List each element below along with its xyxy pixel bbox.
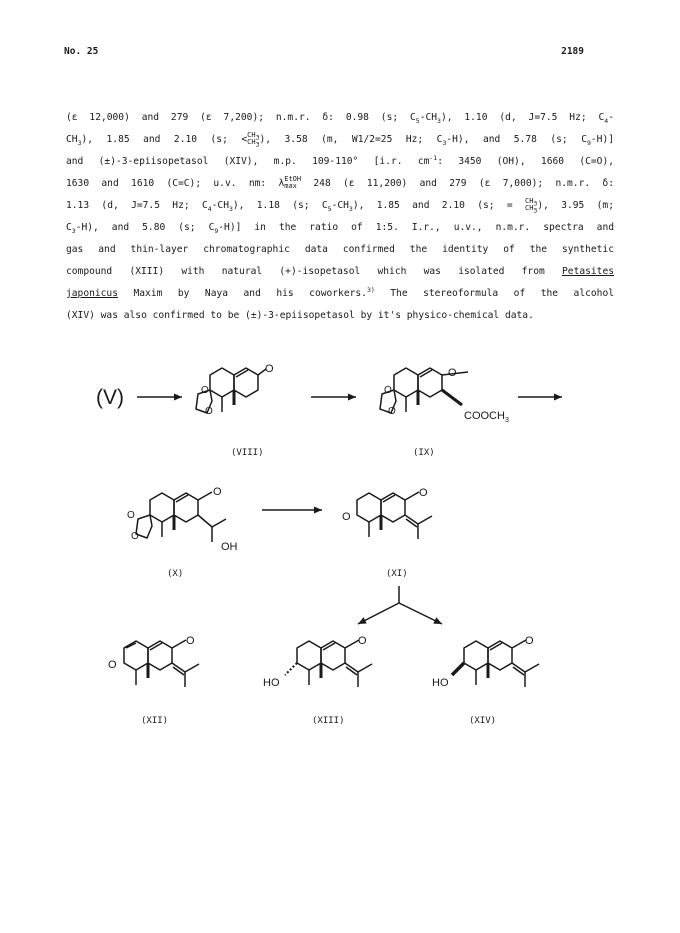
- VIII-ketone-o: O: [265, 363, 274, 375]
- XII-c3-o: O: [108, 659, 117, 671]
- X-ketal-o1: O: [127, 510, 135, 521]
- label-IX: (IX): [413, 448, 435, 458]
- branch-left-arrow: [358, 603, 399, 624]
- text-line-10: (XIV) was also confirmed to be (±)-3-epiisopetasol by it's physico-chemical data.: [66, 310, 534, 321]
- page-number: 2189: [561, 46, 584, 57]
- IX-ketal-o2: O: [388, 406, 396, 417]
- XIV-hydroxyl: HO: [432, 677, 449, 689]
- structure-XI: [357, 492, 432, 539]
- text-line-9: japonicus Maxim by Naya and his coworkers.$^{3)}$ The stereoformula of the alcohol: [66, 285, 614, 299]
- XI-c3-o: O: [342, 511, 351, 523]
- text-line-5: 1.13 (d, J=7.5 Hz; $C_4-CH_3$), 1.18 (s; $C_5-CH_3$), 1.85 and 2.10 (s; = $CH_3$ $CH_3$ ), 3.95 (m;: [66, 197, 614, 215]
- structure-XII: [124, 640, 199, 687]
- XIV-ketone-o: O: [525, 635, 534, 647]
- species-name: Petasites: [562, 266, 614, 277]
- IX-ester: $COOCH_3$: [464, 410, 509, 424]
- isopropylidene-fraction: $CH_3$ $CH_3$: [247, 131, 260, 149]
- IX-ketone-o: O: [448, 367, 457, 379]
- text-line-7: gas and thin-layer chromatographic data confirmed the identity of the synthetic: [66, 244, 614, 255]
- label-XIV: (XIV): [469, 716, 497, 726]
- X-hydroxyl: OH: [221, 541, 238, 553]
- isopropylidene-symbol: <: [241, 134, 248, 145]
- structure-XIV: [452, 640, 539, 687]
- XIII-ketone-o: O: [358, 635, 367, 647]
- X-ketal-o2: O: [131, 531, 139, 542]
- XIII-hydroxyl: HO: [263, 677, 280, 689]
- text-line-1: (ε 12,000) and 279 (ε 7,200); n.m.r. δ: 0.98 (s; $C_5-CH_3$), 1.10 (d, J=7.5 Hz; $C_4-$: [66, 112, 614, 125]
- compound-V: (V): [96, 386, 124, 409]
- text-line-3: and (±)-3-epiisopetasol (XIV), m.p. 109-110° [i.r. $cm^{-1}$: 3450 (OH), 1660 (C=O),: [66, 153, 615, 167]
- VIII-ketal-o1: O: [201, 385, 209, 396]
- structure-XIII: [285, 640, 372, 687]
- text-line-2: $CH_3$), 1.85 and 2.10 (s; < $CH_3$ $CH_3$ ), 3.58 (m, W1/2=25 Hz; $C_3-H$), and 5.78 (s; $C_9-H$)]: [66, 131, 614, 149]
- reference-marker: 3): [366, 285, 375, 294]
- XI-ketone-o: O: [419, 487, 428, 499]
- XII-ketone-o: O: [186, 635, 195, 647]
- label-XII: (XII): [141, 716, 169, 726]
- label-XIII: (XIII): [312, 716, 345, 726]
- text-line-4: 1630 and 1610 (C=C); u.v. nm: λ EtOH max 248 (ε 11,200) and 279 (ε 7,000); n.m.r. δ:: [66, 175, 614, 190]
- label-XI: (XI): [386, 569, 408, 579]
- branch-right-arrow: [399, 603, 442, 624]
- X-ketone-o: O: [213, 486, 222, 498]
- label-VIII: (VIII): [231, 448, 264, 458]
- VIII-ketal-o2: O: [205, 406, 213, 417]
- structure-X: [136, 492, 226, 542]
- species-name-cont: japonicus: [66, 288, 118, 299]
- journal-issue: No. 25: [64, 46, 99, 57]
- IX-ketal-o1: O: [384, 385, 392, 396]
- text-line-8: compound (XIII) with natural (+)-isopetasol which was isolated from Petasites: [66, 266, 614, 277]
- label-X: (X): [167, 569, 184, 579]
- text-line-6: $C_3-H$), and 5.80 (s; $C_9-H$)] in the ratio of 1:5. I.r., u.v., n.m.r. spectra and: [66, 222, 614, 235]
